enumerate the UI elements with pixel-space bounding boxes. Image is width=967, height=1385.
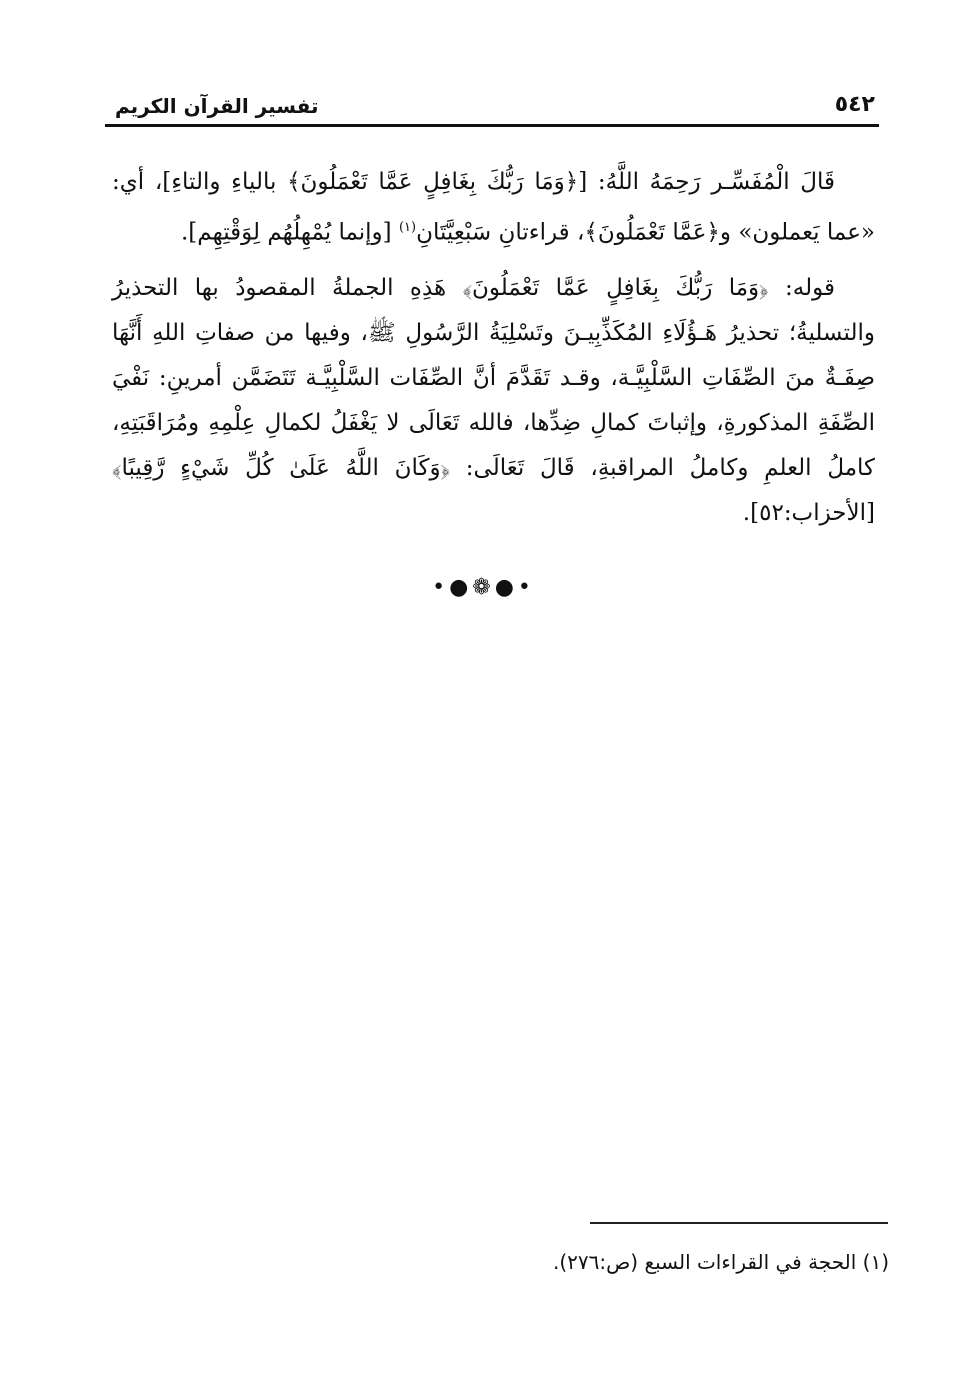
verse-reference: [الأحزاب:٥٢]. bbox=[742, 499, 875, 526]
paragraph-text: ، قراءتانِ سَبْعِيَّتَانِ bbox=[416, 219, 585, 246]
quran-verse: ﴿وَمَا رَبُّكَ بِغَافِلٍ عَمَّا تَعْمَلُونَ﴾ bbox=[287, 169, 579, 195]
running-title: تفسير القرآن الكريم bbox=[115, 94, 319, 118]
footnote-reference: (١) bbox=[398, 220, 417, 235]
paragraph-lead: قوله: bbox=[768, 274, 835, 301]
main-text bbox=[112, 160, 875, 546]
page-header bbox=[105, 92, 875, 126]
footnote-rule bbox=[590, 1222, 888, 1224]
paragraph-text: بالياءِ والتاءِ]، أي: «عما يَعملون» و bbox=[112, 169, 875, 246]
paragraph-1 bbox=[112, 160, 875, 256]
paragraph-lead: قَالَ الْمُفَسِّـر رَحِمَهُ اللَّهُ: [ bbox=[578, 169, 835, 195]
paragraph-2 bbox=[112, 266, 875, 536]
paragraph-text: [وإنما يُمْهِلُهُم لِوَقْتِهِم]. bbox=[181, 219, 399, 246]
footnote: (١) الحجة في القراءات السبع (ص:٢٧٦). bbox=[552, 1250, 889, 1274]
quran-verse: ﴿وَكَانَ اللَّهُ عَلَىٰ كُلِّ شَيْءٍ رَّقِيبًا﴾ bbox=[112, 454, 451, 481]
paragraph-text: هَذِهِ الجملةُ المقصودُ بها التحذيرُ والتسليةُ؛ تحذيرُ هَـؤُلَاءِ المُكَذِّبِيـنَ وتَسْلِيَةُ الرَّسُولِ ﷺ، وفيها من صفاتِ اللهِ أَنَّهَا صِفَـةٌ منَ الصِّفَاتِ السَّلْبِيَّـة، وقـد تَقَدَّمَ أنَّ الصِّفَات السَّلْبِيَّـة تَتَضَمَّن أمرينِ: نَفْيَ الصِّفَةِ المذكورةِ، وإثباتَ كمالِ ضِدِّها، فالله تَعَالَى لا يَغْفَلُ لكمالِ عِلْمِهِ ومُرَاقَبَتِهِ، كاملُ العلمِ وكاملُ المراقبةِ، قَالَ تَعَالَى: bbox=[112, 274, 876, 481]
page-number: ٥٤٢ bbox=[834, 92, 875, 117]
quran-verse: ﴿وَمَا رَبُّكَ بِغَافِلٍ عَمَّا تَعْمَلُونَ﴾ bbox=[462, 274, 769, 301]
header-rule bbox=[105, 124, 879, 127]
quran-verse: ﴿عَمَّا تَعْمَلُونَ﴾ bbox=[584, 219, 720, 246]
section-ornament: •●❁●• bbox=[432, 575, 535, 600]
